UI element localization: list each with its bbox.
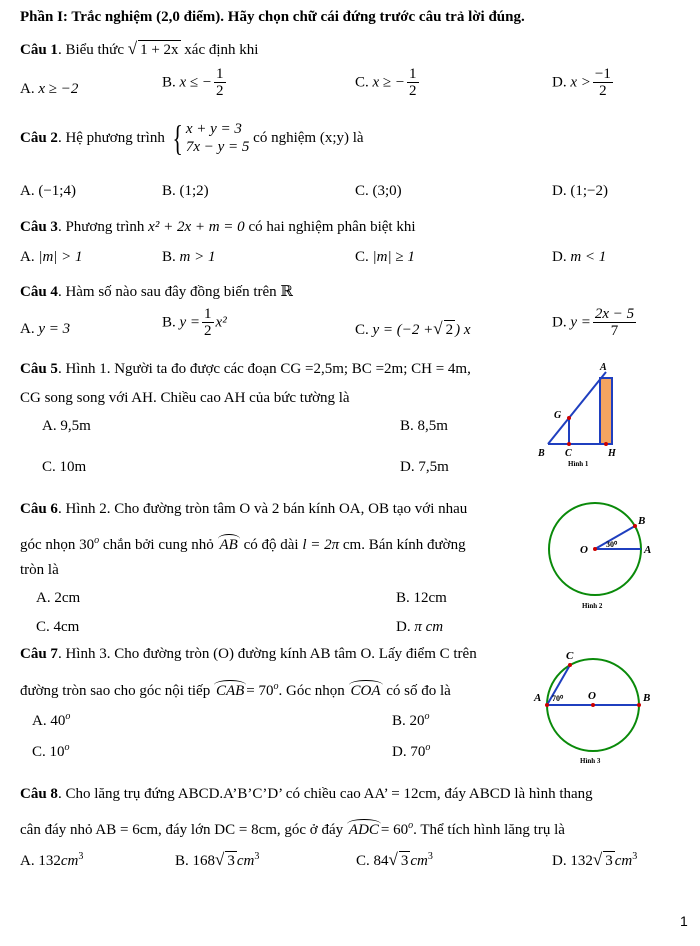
q1-option-c[interactable]: C. x ≥ − $\frac{1}{2}$ <box>355 66 417 99</box>
q8-line2: cân đáy nhỏ AB = 6cm, đáy lớn DC = 8cm, góc ở đáy ADC = $60^o$. Thể tích hình lăng trụ là <box>20 820 565 838</box>
fig1-label-b: B <box>538 448 545 459</box>
q7-option-d[interactable]: D. 70$^o$ <box>392 742 431 760</box>
q5-option-b[interactable]: B. 8,5m <box>400 418 448 434</box>
q2-option-d[interactable]: D. (1;−2) <box>552 183 608 199</box>
q8-option-c[interactable]: C. 84√ 3 $cm^3$ <box>356 850 433 869</box>
q3-option-b[interactable]: B. m > 1 <box>162 249 216 265</box>
q3-option-c[interactable]: C. |m| ≥ 1 <box>355 249 415 265</box>
q8-option-b[interactable]: B. 168√ 3 $cm^3$ <box>175 850 260 869</box>
q6-line1: Câu 6. Hình 2. Cho đường tròn tâm O và 2 bán kính OA, OB tạo với nhau <box>20 501 468 517</box>
q7-option-c[interactable]: C. 10$^o$ <box>32 742 70 760</box>
fig2-caption: Hình 2 <box>582 602 603 610</box>
q7-line1: Câu 7. Hình 3. Cho đường tròn (O) đường kính AB tâm O. Lấy điểm C trên <box>20 646 477 662</box>
fig3-label-c: C <box>566 650 574 662</box>
figure-3 <box>530 645 660 770</box>
q2-option-c[interactable]: C. (3;0) <box>355 183 402 199</box>
fig2-label-a: A <box>644 544 652 556</box>
q5-option-d[interactable]: D. 7,5m <box>400 459 449 475</box>
system-brace: { <box>172 118 183 158</box>
q1-option-d[interactable]: D. x > $\frac{-1}{2}$ <box>552 66 611 99</box>
fig1-label-h: H <box>608 448 616 459</box>
q3-stem: Câu 3. Phương trình x² + 2x + m = 0 có hai nghiệm phân biệt khi <box>20 219 416 235</box>
q7-option-a[interactable]: A. 40$^o$ <box>32 711 71 729</box>
q5-line2: CG song song với AH. Chiều cao AH của bức tường là <box>20 390 350 406</box>
q5-line1: Câu 5. Hình 1. Người ta đo được các đoạn CG =2,5m; BC =2m; CH = 4m, <box>20 361 471 377</box>
q6-option-a[interactable]: A. 2cm <box>36 590 81 606</box>
page-number: 1 <box>680 913 688 929</box>
q6-option-b[interactable]: B. 12cm <box>396 590 447 606</box>
fig1-label-g: G <box>554 410 562 421</box>
q2-option-a[interactable]: A. (−1;4) <box>20 183 76 199</box>
q5-option-c[interactable]: C. 10m <box>42 459 87 475</box>
q5-option-a[interactable]: A. 9,5m <box>42 418 91 434</box>
q2-option-b[interactable]: B. (1;2) <box>162 183 209 199</box>
fig1-label-c: C <box>565 448 572 459</box>
fig2-label-o: O <box>580 544 588 556</box>
q6-option-d[interactable]: D. π cm <box>396 619 444 635</box>
q4-option-a[interactable]: A. y = 3 <box>20 321 71 337</box>
fig3-caption: Hình 3 <box>580 757 601 765</box>
q8-option-a[interactable]: A. $132cm^3$ <box>20 851 84 869</box>
q1-radicand: 1 + 2x <box>140 42 179 58</box>
section-title: Phần I: Trắc nghiệm (2,0 điểm). Hãy chọn chữ cái đứng trước câu trả lời đúng. <box>20 9 525 25</box>
q4-stem: Câu 4. Hàm số nào sau đây đồng biến trên ℝ <box>20 284 293 300</box>
q4-option-b[interactable]: B. y = $\frac{1}{2}$ x² <box>162 306 227 339</box>
q1-stem: Câu 1. Biểu thức √ 1 + 2x xác định khi <box>20 39 259 58</box>
fig3-angle: 70⁰ <box>552 694 564 703</box>
q8-option-d[interactable]: D. 132√ 3 $cm^3$ <box>552 850 638 869</box>
q2-stem: Câu 2. Hệ phương trình { x + y = 3 7x − y = 5 có nghiệm (x;y) là <box>20 118 364 158</box>
q1-option-b[interactable]: B. x ≤ − $\frac{1}{2}$ <box>162 66 224 99</box>
q1-label: Câu 1 <box>20 42 58 58</box>
fig1-caption: Hình 1 <box>568 460 589 468</box>
q7-option-b[interactable]: B. 20$^o$ <box>392 711 430 729</box>
q6-line3: tròn là <box>20 562 59 578</box>
fig2-label-b: B <box>638 515 646 527</box>
fig3-label-b: B <box>643 692 651 704</box>
real-set-symbol: ℝ <box>280 284 293 300</box>
sqrt-sign: √ <box>127 39 138 58</box>
figure-2 <box>540 500 660 615</box>
q6-option-c[interactable]: C. 4cm <box>36 619 80 635</box>
q3-option-d[interactable]: D. m < 1 <box>552 249 607 265</box>
q6-line2: góc nhọn 30$^o$ chắn bởi cung nhỏ AB có độ dài l = 2π cm. Bán kính đường <box>20 535 466 553</box>
fig1-label-a: A <box>600 362 607 373</box>
fig3-label-a: A <box>534 692 542 704</box>
q7-line2: đường tròn sao cho góc nội tiếp CAB = $70^o$. Góc nhọn COA có số đo là <box>20 681 451 699</box>
fig2-angle: 30⁰ <box>606 540 618 549</box>
q4-option-c[interactable]: C. y = (−2 +√ 2 ) x <box>355 319 471 338</box>
q8-line1: Câu 8. Cho lăng trụ đứng ABCD.A’B’C’D’ có chiều cao AA’ = 12cm, đáy ABCD là hình thang <box>20 786 593 802</box>
q3-option-a[interactable]: A. |m| > 1 <box>20 249 83 265</box>
fig3-label-o: O <box>588 690 596 702</box>
figure-1 <box>530 360 640 470</box>
q1-option-a[interactable]: A. x ≥ −2 <box>20 81 79 97</box>
q4-option-d[interactable]: D. y = $\frac{2x - 5}{7}$ <box>552 306 635 339</box>
